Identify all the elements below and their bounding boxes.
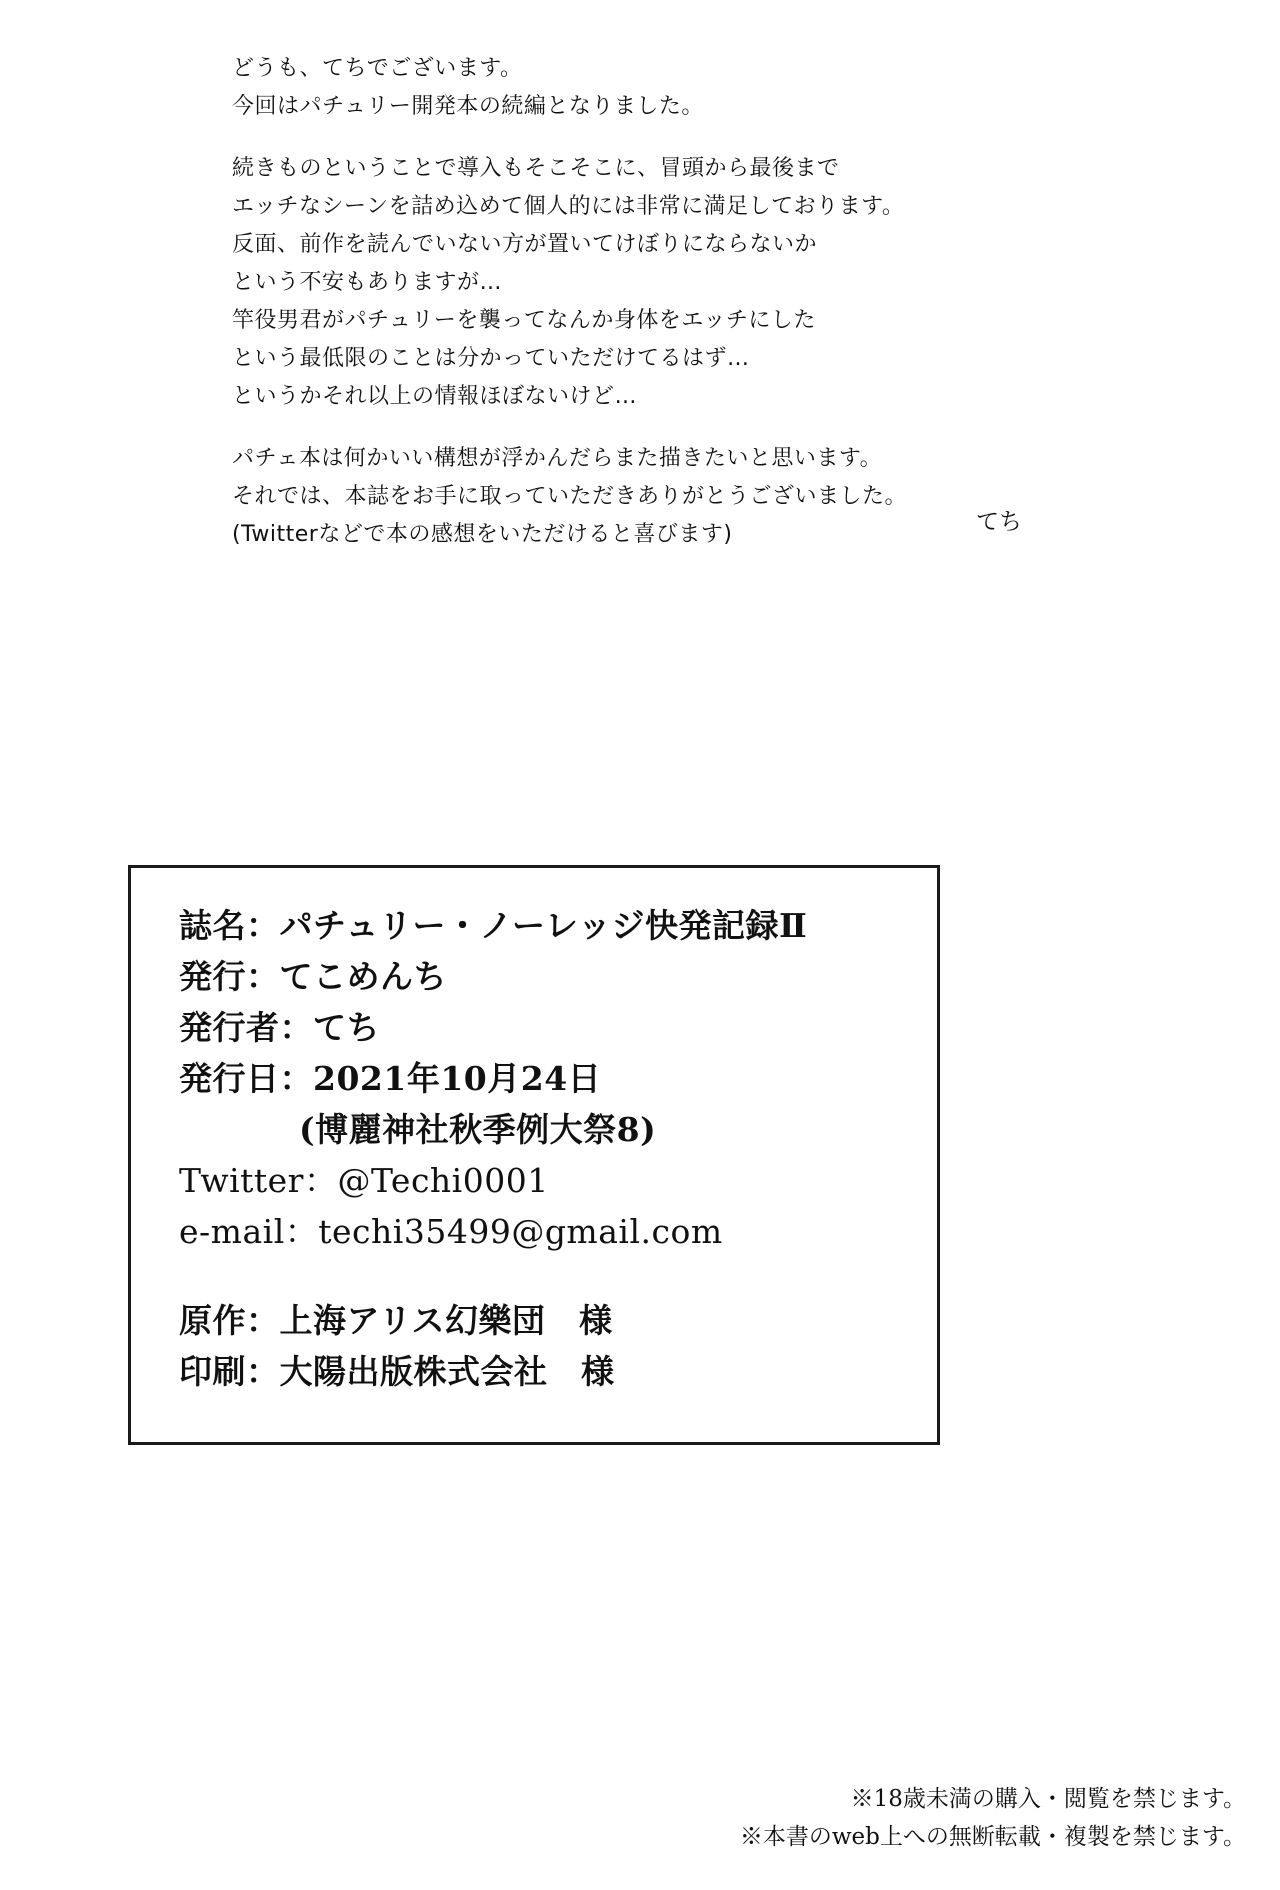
colophon-publisher: 発行：てこめんち (179, 957, 447, 996)
afterword-line: 反面、前作を読んでいない方が置いてけぼりにならないか (232, 232, 818, 257)
afterword-line: それでは、本誌をお手に取っていただきありがとうございました。 (232, 484, 908, 509)
afterword-line: エッチなシーンを詰め込めて個人的には非常に満足しております。 (232, 194, 905, 219)
afterword-line: という最低限のことは分かっていただけてるはず… (232, 346, 750, 371)
afterword-line: という不安もありますが… (232, 270, 503, 295)
afterword-line: どうも、てちでございます。 (232, 56, 523, 81)
colophon-title: 誌名：パチュリー・ノーレッジ快発記録Ⅱ (179, 906, 808, 945)
colophon-twitter: Twitter：@Techi0001 (179, 1161, 549, 1200)
colophon-box (128, 865, 940, 1445)
afterword-line: というかそれ以上の情報ほぼないけど… (232, 384, 638, 409)
colophon-email: e-mail：techi35499@gmail.com (179, 1212, 723, 1251)
afterword-paragraph (232, 50, 1092, 126)
afterword-line: (Twitterなどで本の感想をいただけると喜びます) (232, 522, 733, 547)
afterword-line: 続きものということで導入もそこそこに、冒頭から最後まで (232, 156, 840, 181)
colophon-date: 発行日：2021年10月24日 (179, 1059, 602, 1098)
afterword-line: パチェ本は何かいい構想が浮かんだらまた描きたいと思います。 (232, 446, 883, 471)
author-signature: てち (976, 509, 1022, 535)
afterword-line: 今回はパチュリー開発本の続編となりました。 (232, 94, 704, 119)
colophon-original-work: 原作：上海アリス幻樂団 様 (179, 1301, 613, 1340)
age-restriction-notice: ※18歳未満の購入・閲覧を禁じます。 (850, 1786, 1246, 1812)
reproduction-notice: ※本書のweb上への無断転載・複製を禁じます。 (739, 1824, 1246, 1850)
colophon-content (131, 868, 937, 1397)
footer-notices (546, 1780, 1246, 1856)
afterword-text (232, 50, 1092, 554)
colophon-printer: 印刷：大陽出版株式会社 様 (179, 1352, 615, 1391)
colophon-event: (博麗神社秋季例大祭8) (299, 1110, 657, 1149)
afterword-paragraph (232, 150, 1092, 416)
colophon-author: 発行者：てち (179, 1008, 380, 1047)
afterword-line: 竿役男君がパチュリーを襲ってなんか身体をエッチにした (232, 308, 816, 333)
colophon-spacer (179, 1257, 937, 1295)
